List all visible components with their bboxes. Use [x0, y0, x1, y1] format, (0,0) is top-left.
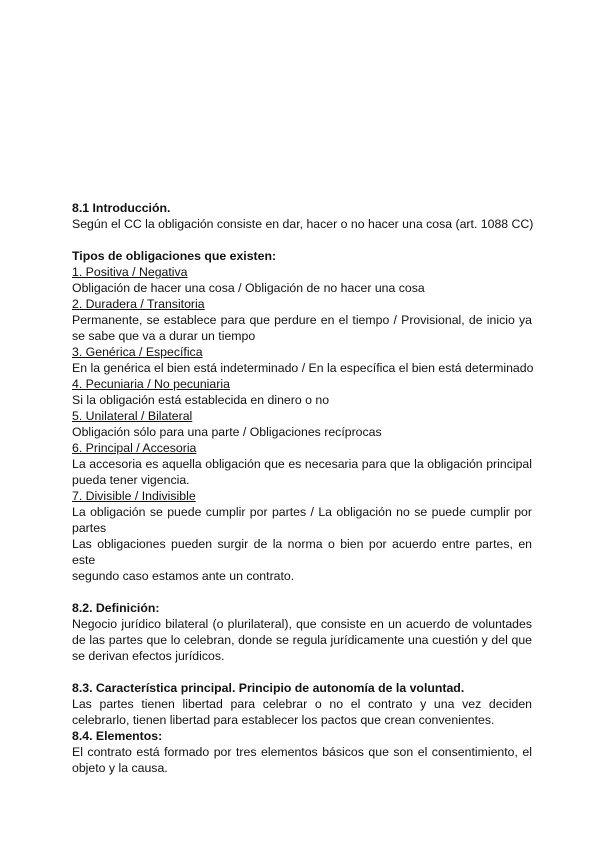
type-desc-7-line-2: partes — [72, 521, 107, 535]
section-heading-8-2: 8.2. Definición: — [72, 601, 160, 615]
type-title-3: 3. Genérica / Específica — [72, 345, 203, 359]
type-title-1: 1. Positiva / Negativa — [72, 265, 188, 279]
type-desc-6-line-1: La accesoria es aquella obligación que es necesaria para que la obligación principal — [72, 457, 532, 471]
type-desc-6-line-2: pueda tener vigencia. — [72, 473, 190, 487]
paragraph-8-2-line-3: se derivan efectos jurídicos. — [72, 649, 225, 663]
type-desc-7-line-1: La obligación se puede cumplir por partes / La obligación no se puede cumplir por — [72, 505, 532, 519]
types-closing-line-1: Las obligaciones pueden surgir de la norma o bien por acuerdo entre partes, en este — [72, 537, 532, 567]
type-title-4: 4. Pecuniaria / No pecuniaria — [72, 377, 230, 391]
paragraph-8-2-line-2: de las partes que lo celebran, donde se regula jurídicamente una cuestión y del que — [72, 633, 532, 647]
document-body — [72, 200, 532, 776]
type-desc-2-line-2: se sabe que va a durar un tiempo — [72, 329, 256, 343]
type-title-2: 2. Duradera / Transitoria — [72, 297, 205, 311]
type-desc-3-line-1: En la genérica el bien está indeterminado / En la específica el bien está determinado — [72, 361, 534, 375]
type-desc-5-line-1: Obligación sólo para una parte / Obligaciones recíprocas — [72, 425, 382, 439]
type-desc-4-line-1: Si la obligación está establecida en dinero o no — [72, 393, 330, 407]
paragraph-8-2-line-1: Negocio jurídico bilateral (o plurilateral), que consiste en un acuerdo de voluntades — [72, 617, 532, 631]
spacer — [72, 232, 532, 248]
section-heading-8-3: 8.3. Característica principal. Principio de autonomía de la voluntad. — [72, 681, 465, 695]
paragraph-8-3-line-2: celebrarlo, tienen libertad para establecer los pactos que crean convenientes. — [72, 713, 495, 727]
type-title-7: 7. Divisible / Indivisible — [72, 489, 196, 503]
spacer — [72, 584, 532, 600]
types-closing-line-2: segundo caso estamos ante un contrato. — [72, 569, 295, 583]
paragraph-8-3-line-1: Las partes tienen libertad para celebrar o no el contrato y una vez deciden — [72, 697, 532, 711]
types-heading: Tipos de obligaciones que existen: — [72, 249, 277, 263]
spacer — [72, 664, 532, 680]
type-desc-2-line-1: Permanente, se establece para que perdure en el tiempo / Provisional, de inicio ya — [72, 313, 532, 327]
section-heading-8-4: 8.4. Elementos: — [72, 729, 163, 743]
type-title-6: 6. Principal / Accesoria — [72, 441, 197, 455]
type-title-5: 5. Unilateral / Bilateral — [72, 409, 193, 423]
paragraph-8-4-line-2: objeto y la causa. — [72, 761, 168, 775]
paragraph-8-1: Según el CC la obligación consiste en dar, hacer o no hacer una cosa (art. 1088 CC) — [72, 217, 534, 231]
paragraph-8-4-line-1: El contrato está formado por tres elementos básicos que son el consentimiento, el — [72, 745, 532, 759]
type-desc-1-line-1: Obligación de hacer una cosa / Obligación de no hacer una cosa — [72, 281, 425, 295]
section-heading-8-1: 8.1 Introducción. — [72, 201, 171, 215]
